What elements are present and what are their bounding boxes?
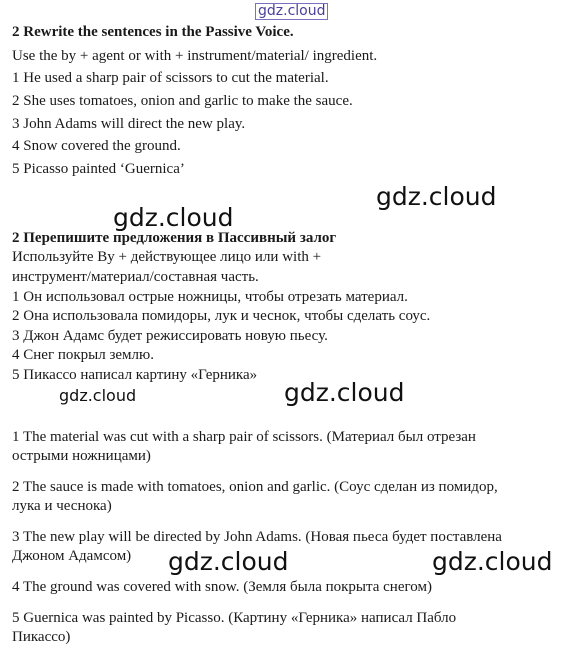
exercise-item-russian: 3 Джон Адамс будет режиссировать новую пьесу.	[12, 328, 328, 344]
exercise-item: 3 John Adams will direct the new play.	[12, 116, 246, 132]
answer-line: Джоном Адамсом)	[12, 548, 132, 564]
exercise-instruction-russian: инструмент/материал/составная часть.	[12, 269, 259, 285]
answer-line: 3 The new play will be directed by John Adams. (Новая пьеса будет поставлена	[12, 529, 502, 545]
exercise-item: 5 Picasso painted ‘Guernica’	[12, 161, 185, 177]
exercise-item: 1 He used a sharp pair of scissors to cut the material.	[12, 70, 329, 86]
answer-line: 1 The material was cut with a sharp pair of scissors. (Материал был отрезан	[12, 429, 476, 445]
exercise-item-russian: 5 Пикассо написал картину «Герника»	[12, 367, 258, 383]
exercise-item: 4 Snow covered the ground.	[12, 138, 181, 154]
answer-line: Пикассо)	[12, 629, 71, 645]
watermark: gdz.cloud	[59, 386, 137, 405]
answer-line: 4 The ground was covered with snow. (Земля была покрыта снегом)	[12, 579, 432, 595]
answer-line: лука и чеснока)	[12, 498, 112, 514]
exercise-instruction-russian: Используйте By + действующее лицо или with +	[12, 249, 322, 265]
exercise-item: 2 She uses tomatoes, onion and garlic to make the sauce.	[12, 93, 353, 109]
watermark: gdz.cloud	[284, 378, 405, 407]
watermark-top: gdz.cloud	[255, 3, 328, 20]
watermark: gdz.cloud	[113, 203, 234, 232]
exercise-item-russian: 2 Она использовала помидоры, лук и чеснок, чтобы сделать соус.	[12, 308, 431, 324]
watermark: gdz.cloud	[432, 547, 553, 576]
watermark: gdz.cloud	[376, 182, 497, 211]
exercise-item-russian: 4 Снег покрыл землю.	[12, 347, 154, 363]
exercise-heading-english: 2 Rewrite the sentences in the Passive Voice.	[12, 24, 294, 40]
watermark: gdz.cloud	[168, 547, 289, 576]
exercise-item-russian: 1 Он использовал острые ножницы, чтобы отрезать материал.	[12, 289, 408, 305]
answer-line: острыми ножницами)	[12, 448, 151, 464]
exercise-heading-russian: 2 Перепишите предложения в Пассивный залог	[12, 230, 337, 246]
exercise-instruction-english: Use the by + agent or with + instrument/material/ ingredient.	[12, 48, 378, 64]
answer-line: 2 The sauce is made with tomatoes, onion and garlic. (Соус сделан из помидор,	[12, 479, 498, 495]
answer-line: 5 Guernica was painted by Picasso. (Картину «Герника» написал Пабло	[12, 610, 457, 626]
